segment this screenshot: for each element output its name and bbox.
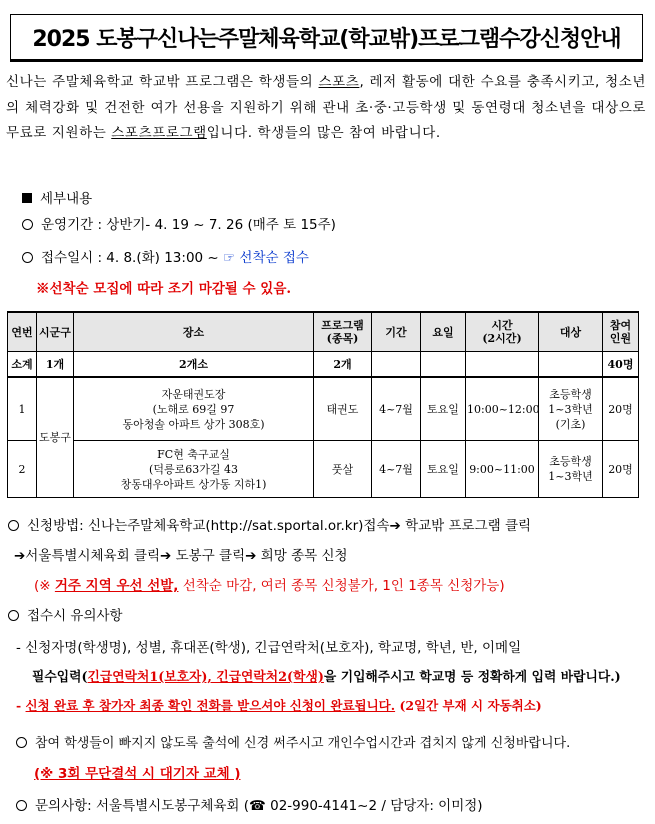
row-period: 4~7월 — [372, 377, 421, 441]
caution-heading — [8, 604, 123, 624]
row-no: 2 — [8, 441, 37, 498]
header-target: 대상 — [539, 312, 603, 352]
apply-steps: ➔서울특별시체육회 클릭➔ 도봉구 클릭➔ 희망 종목 신청 — [14, 548, 348, 564]
header-program: 프로그램 (종목) — [314, 312, 372, 352]
target-line: 초등학생 — [549, 387, 592, 401]
venue-building: 창동대우아파트 상가동 지하1) — [120, 477, 267, 491]
venue-name: 자운태권도장 — [161, 387, 226, 401]
circle-bullet-icon — [22, 252, 33, 263]
square-bullet-icon — [22, 193, 32, 203]
required-fields: - 신청자명(학생명), 성별, 휴대폰(학생), 긴급연락처(보호자), 학교명, 학년, 반, 이메일 — [16, 640, 522, 656]
absence-note-text: (※ 3회 무단결석 시 대기자 교체 ) — [34, 766, 241, 782]
table-row — [8, 377, 639, 441]
attendance-note — [16, 732, 570, 751]
row-day: 토요일 — [421, 377, 466, 441]
page-title-text: 2025 도봉구신나는주말체육학교(학교밖)프로그램수강신청안내 — [32, 26, 621, 52]
auto-cancel-note: (2일간 부재 시 자동취소) — [395, 698, 542, 713]
circle-bullet-icon — [8, 520, 19, 531]
details-heading — [22, 187, 92, 207]
first-come-highlight: ☞ 선착순 접수 — [223, 250, 309, 266]
emergency-contacts: 긴급연락처1(보호자), 긴급연락처2(학생) — [87, 670, 324, 685]
absence-note — [34, 762, 241, 782]
target-line: 1~3학년 — [548, 470, 593, 483]
header-time: 시간 (2시간) — [466, 312, 539, 352]
row-program: 태권도 — [314, 377, 372, 441]
header-people: 참여 인원 — [603, 312, 639, 352]
summary-district: 1개 — [37, 352, 74, 378]
required-input-note — [32, 666, 621, 685]
contact-info — [16, 794, 483, 814]
row-day: 토요일 — [421, 441, 466, 498]
residence-priority: 거주 지역 우선 선발, — [54, 578, 179, 594]
dash: - — [16, 698, 26, 713]
summary-people: 40명 — [603, 352, 639, 378]
apply-method-text: 신청방법: 신나는주말체육학교(http://sat.sportal.or.kr)접속➔ 학교밖 프로그램 클릭 — [27, 518, 532, 534]
intro-text-3: 입니다. 학생들의 많은 참여 바랍니다. — [206, 125, 441, 141]
early-close-note: ※선착순 모집에 따라 조기 마감될 수 있음. — [36, 281, 292, 297]
required-input-a: 필수입력( — [32, 670, 88, 685]
confirm-call-underline: 신청 완료 후 참가자 최종 확인 전화를 받으셔야 신청이 완료됩니다. — [25, 698, 396, 713]
row-venue — [74, 441, 314, 498]
contact-text: 문의사항: 서울특별시도봉구체육회 (☎ 02-990-4141~2 / 담당자: 이미정) — [35, 798, 483, 814]
attendance-note-text: 참여 학생들이 빠지지 않도록 출석에 신경 써주시고 개인수업시간과 겹치지 않게 신청바랍니다. — [35, 736, 571, 751]
row-target — [539, 377, 603, 441]
venue-name: FC현 축구교실 — [157, 447, 230, 461]
header-day: 요일 — [421, 312, 466, 352]
intro-paragraph — [6, 70, 646, 147]
caution-heading-text: 접수시 유의사항 — [27, 608, 123, 624]
page-title — [10, 14, 643, 62]
row-no: 1 — [8, 377, 37, 441]
summary-empty — [421, 352, 466, 378]
summary-row — [8, 352, 639, 378]
row-people: 20명 — [603, 441, 639, 498]
details-heading-text: 세부내용 — [40, 191, 93, 207]
intro-text-2: , 레저 활동에 대한 수요를 충족시키고, 청소년의 체력강화 및 건전한 여가 선용을 지원하기 위해 관내 초·중·고등학생 및 동연령대 청소년을 대상으로 무료로 지원하는 — [6, 74, 646, 141]
circle-bullet-icon — [16, 800, 27, 811]
row-district: 도봉구 — [37, 377, 74, 498]
header-period: 기간 — [372, 312, 421, 352]
summary-empty — [539, 352, 603, 378]
required-input-b: 을 기입해주시고 학교명 등 정확하게 입력 바랍니다.) — [323, 670, 621, 685]
apply-note-open: (※ — [34, 578, 55, 594]
circle-bullet-icon — [16, 737, 27, 748]
venue-address: (노해로 69길 97 — [152, 402, 235, 416]
venue-address: (덕릉로63가길 43 — [149, 462, 238, 476]
circle-bullet-icon — [8, 610, 19, 621]
summary-program: 2개 — [314, 352, 372, 378]
target-line: 초등학생 — [549, 455, 592, 468]
row-venue — [74, 377, 314, 441]
row-people: 20명 — [603, 377, 639, 441]
row-period: 4~7월 — [372, 441, 421, 498]
intro-underline-sports: 스포츠 — [318, 74, 360, 90]
target-line: 1~3학년 — [548, 402, 593, 416]
row-time: 9:00~11:00 — [466, 441, 539, 498]
reception-date — [22, 246, 309, 266]
summary-venue: 2개소 — [74, 352, 314, 378]
summary-empty — [466, 352, 539, 378]
circle-bullet-icon — [22, 219, 33, 230]
header-district: 시군구 — [37, 312, 74, 352]
intro-underline-program: 스포츠프로그램 — [111, 125, 207, 141]
row-program: 풋살 — [314, 441, 372, 498]
schedule-table — [7, 311, 639, 498]
venue-building: 동아청솔 아파트 상가 308호) — [122, 417, 265, 431]
header-venue: 장소 — [74, 312, 314, 352]
row-target — [539, 441, 603, 498]
confirm-call-note — [16, 696, 542, 714]
summary-empty — [372, 352, 421, 378]
reception-date-text: 접수일시 : 4. 8.(화) 13:00 ~ — [41, 250, 224, 266]
table-header-row — [8, 312, 639, 352]
apply-method — [8, 514, 531, 534]
apply-note-rest: 선착순 마감, 여러 종목 신청불가, 1인 1종목 신청가능) — [178, 578, 505, 594]
header-no: 연번 — [8, 312, 37, 352]
intro-text-1: 신나는 주말체육학교 학교밖 프로그램은 학생들의 — [6, 74, 319, 90]
operation-period — [22, 213, 336, 233]
summary-label: 소계 — [8, 352, 37, 378]
apply-note — [34, 574, 505, 594]
operation-period-text: 운영기간 : 상반기- 4. 19 ~ 7. 26 (매주 토 15주) — [41, 217, 336, 233]
target-line: (기초) — [555, 417, 586, 431]
row-time: 10:00~12:00 — [466, 377, 539, 441]
table-row — [8, 441, 639, 498]
